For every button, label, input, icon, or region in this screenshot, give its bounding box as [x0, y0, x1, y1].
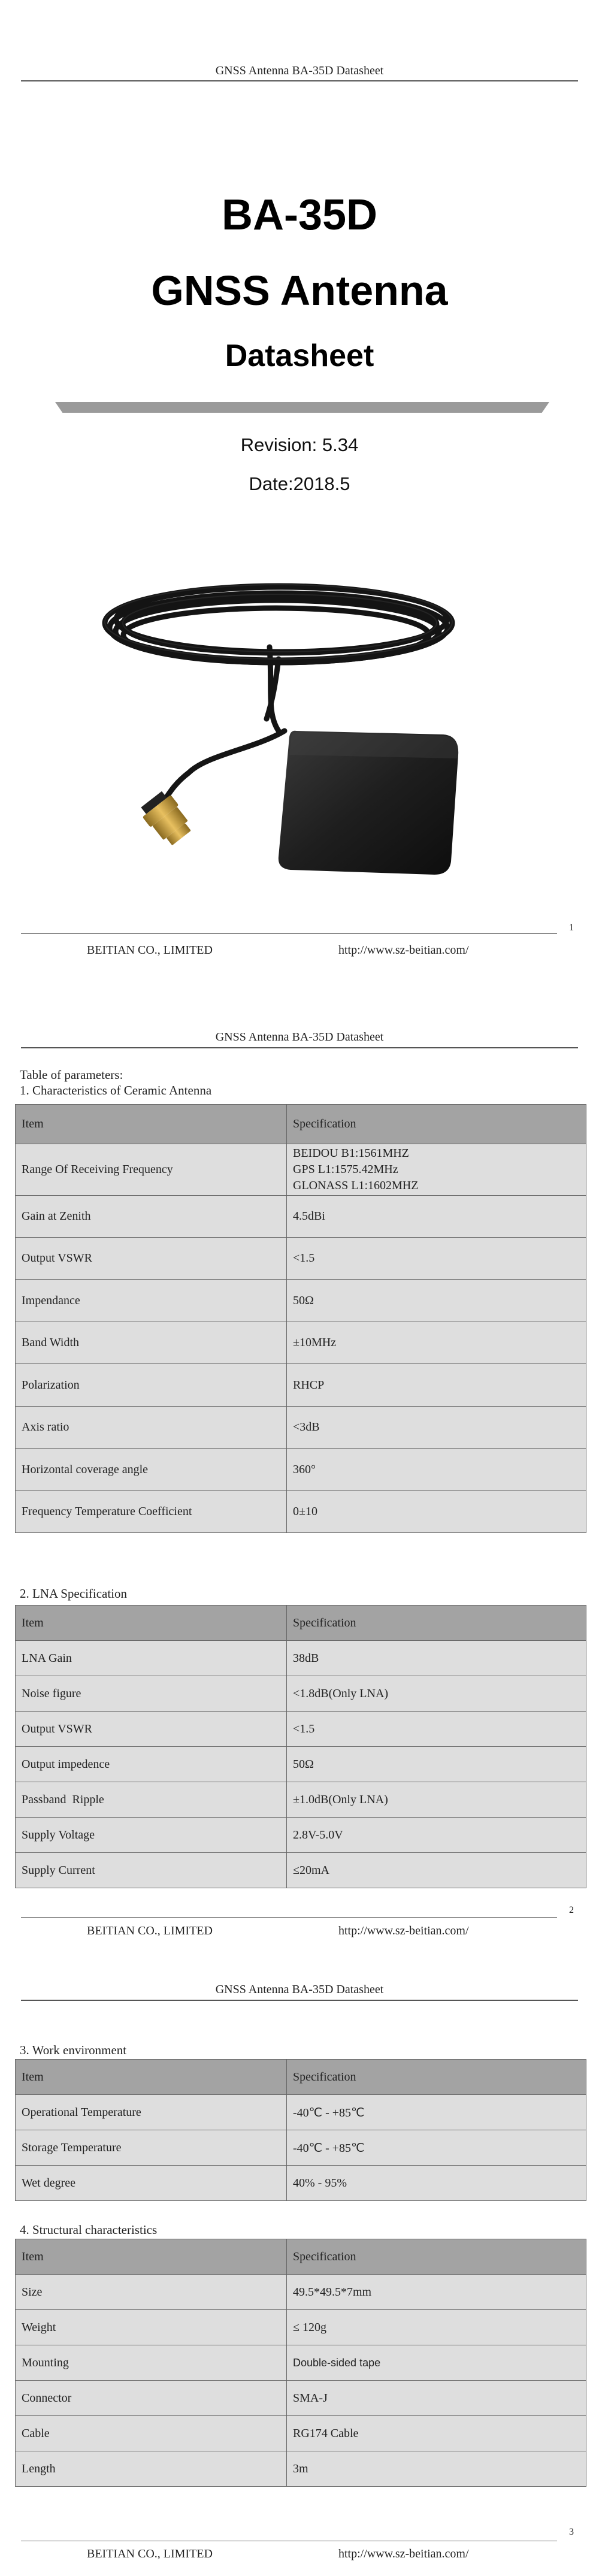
- item-cell: Length: [16, 2451, 287, 2487]
- table-row: [16, 1322, 586, 1364]
- footer-company: BEITIAN CO., LIMITED: [87, 1924, 213, 1937]
- table-row: [16, 2130, 586, 2166]
- spec-cell: 0±10: [287, 1491, 586, 1533]
- section-title: 2. LNA Specification: [20, 1586, 128, 1601]
- spec-cell: RG174 Cable: [287, 2416, 586, 2451]
- item-cell: Output VSWR: [16, 1712, 287, 1747]
- item-cell: Passband Ripple: [16, 1782, 287, 1818]
- spec-cell: ±1.0dB(Only LNA): [287, 1782, 586, 1818]
- table-row: [16, 1676, 586, 1712]
- page-header: GNSS Antenna BA-35D Datasheet: [215, 1030, 384, 1044]
- spec-cell: 4.5dBi: [287, 1196, 586, 1238]
- item-cell: Range Of Receiving Frequency: [16, 1144, 287, 1196]
- spec-cell: 40% - 95%: [287, 2166, 586, 2201]
- column-header: Specification: [287, 2239, 586, 2275]
- table-row: [16, 1364, 586, 1407]
- page-number: 3: [569, 2527, 574, 2537]
- table-header-row: [16, 2239, 586, 2275]
- table-row: [16, 2451, 586, 2487]
- spec-cell: 49.5*49.5*7mm: [287, 2275, 586, 2310]
- cover-banner-bar: [55, 402, 549, 413]
- item-cell: Axis ratio: [16, 1407, 287, 1449]
- item-cell: Frequency Temperature Coefficient: [16, 1491, 287, 1533]
- spec-cell: -40℃ - +85℃: [287, 2130, 586, 2166]
- table-row: [16, 1747, 586, 1782]
- table-row: [16, 1491, 586, 1533]
- table-header-row: [16, 1105, 586, 1144]
- item-cell: Gain at Zenith: [16, 1196, 287, 1238]
- table-row: [16, 1144, 586, 1196]
- spec-cell: ≤20mA: [287, 1853, 586, 1888]
- table-row: [16, 2416, 586, 2451]
- cover-date: Date:2018.5: [249, 473, 350, 494]
- table-row: [16, 1449, 586, 1491]
- item-cell: Size: [16, 2275, 287, 2310]
- spec-cell: RHCP: [287, 1364, 586, 1407]
- table-row: [16, 2345, 586, 2381]
- spec-cell: Double-sided tape: [287, 2345, 586, 2381]
- spec-cell: -40℃ - +85℃: [287, 2095, 586, 2130]
- footer-rule: [21, 1917, 557, 1918]
- spec-cell: 50Ω: [287, 1747, 586, 1782]
- item-cell: Wet degree: [16, 2166, 287, 2201]
- spec-cell: 360°: [287, 1449, 586, 1491]
- table-row: [16, 1280, 586, 1322]
- header-rule: [21, 2000, 578, 2001]
- footer-url[interactable]: http://www.sz-beitian.com/: [338, 944, 469, 957]
- column-header: Specification: [287, 2060, 586, 2095]
- footer-rule: [21, 933, 557, 934]
- column-header: Item: [16, 2239, 287, 2275]
- work-environment-table: [15, 2059, 586, 2201]
- ceramic-antenna-table: [15, 1104, 586, 1533]
- spec-line: GPS L1:1575.42MHz: [293, 1163, 398, 1176]
- item-cell: Cable: [16, 2416, 287, 2451]
- table-row: [16, 1238, 586, 1280]
- spec-cell: 2.8V-5.0V: [287, 1818, 586, 1853]
- item-cell: Storage Temperature: [16, 2130, 287, 2166]
- section-title: 3. Work environment: [20, 2043, 127, 2057]
- spec-cell: <3dB: [287, 1407, 586, 1449]
- item-cell: Polarization: [16, 1364, 287, 1407]
- item-cell: Output VSWR: [16, 1238, 287, 1280]
- column-header: Item: [16, 1105, 287, 1144]
- column-header: Item: [16, 2060, 287, 2095]
- cover-model: BA-35D: [221, 191, 378, 239]
- cover-doc-type: Datasheet: [225, 338, 374, 373]
- page-number: 1: [569, 923, 574, 933]
- item-cell: Noise figure: [16, 1676, 287, 1712]
- page-header: GNSS Antenna BA-35D Datasheet: [215, 64, 384, 77]
- item-cell: Supply Voltage: [16, 1818, 287, 1853]
- item-cell: Impendance: [16, 1280, 287, 1322]
- item-cell: Supply Current: [16, 1853, 287, 1888]
- table-row: [16, 2310, 586, 2345]
- footer-company: BEITIAN CO., LIMITED: [87, 2547, 213, 2560]
- spec-line: GLONASS L1:1602MHZ: [293, 1179, 419, 1192]
- item-cell: Connector: [16, 2381, 287, 2416]
- item-cell: Weight: [16, 2310, 287, 2345]
- table-header-row: [16, 2060, 586, 2095]
- spec-cell: ≤ 120g: [287, 2310, 586, 2345]
- section-title: 4. Structural characteristics: [20, 2223, 158, 2237]
- spec-cell: [287, 1144, 586, 1196]
- table-row: [16, 2166, 586, 2201]
- spec-cell: 38dB: [287, 1641, 586, 1676]
- table-row: [16, 2381, 586, 2416]
- page-header: GNSS Antenna BA-35D Datasheet: [215, 1983, 384, 1996]
- spec-cell: <1.5: [287, 1712, 586, 1747]
- cover-revision: Revision: 5.34: [240, 434, 359, 455]
- column-header: Item: [16, 1606, 287, 1641]
- item-cell: LNA Gain: [16, 1641, 287, 1676]
- spec-line: BEIDOU B1:1561MHZ: [293, 1147, 409, 1160]
- table-row: [16, 1853, 586, 1888]
- table-row: [16, 1782, 586, 1818]
- footer-company: BEITIAN CO., LIMITED: [87, 944, 213, 957]
- spec-cell: SMA-J: [287, 2381, 586, 2416]
- spec-cell: <1.8dB(Only LNA): [287, 1676, 586, 1712]
- spec-cell: ±10MHz: [287, 1322, 586, 1364]
- header-rule: [21, 80, 578, 81]
- footer-url[interactable]: http://www.sz-beitian.com/: [338, 1924, 469, 1937]
- table-row: [16, 2275, 586, 2310]
- table-row: [16, 1407, 586, 1449]
- cover-product: GNSS Antenna: [151, 267, 448, 314]
- column-header: Specification: [287, 1606, 586, 1641]
- item-cell: Horizontal coverage angle: [16, 1449, 287, 1491]
- table-row: [16, 2095, 586, 2130]
- section-title: 1. Characteristics of Ceramic Antenna: [20, 1083, 212, 1097]
- table-row: [16, 1641, 586, 1676]
- spec-cell: 50Ω: [287, 1280, 586, 1322]
- lna-spec-table: [15, 1605, 586, 1888]
- spec-cell: 3m: [287, 2451, 586, 2487]
- gnss-puck-antenna-icon: [99, 575, 482, 887]
- item-cell: Band Width: [16, 1322, 287, 1364]
- header-rule: [21, 1047, 578, 1048]
- table-row: [16, 1196, 586, 1238]
- item-cell: Operational Temperature: [16, 2095, 287, 2130]
- spec-cell: <1.5: [287, 1238, 586, 1280]
- structural-table: [15, 2239, 586, 2487]
- table-row: [16, 1712, 586, 1747]
- footer-url[interactable]: http://www.sz-beitian.com/: [338, 2547, 469, 2560]
- table-header-row: [16, 1606, 586, 1641]
- column-header: Specification: [287, 1105, 586, 1144]
- table-row: [16, 1818, 586, 1853]
- toc-label: Table of parameters:: [20, 1068, 123, 1082]
- item-cell: Output impedence: [16, 1747, 287, 1782]
- page-number: 2: [569, 1905, 574, 1915]
- item-cell: Mounting: [16, 2345, 287, 2381]
